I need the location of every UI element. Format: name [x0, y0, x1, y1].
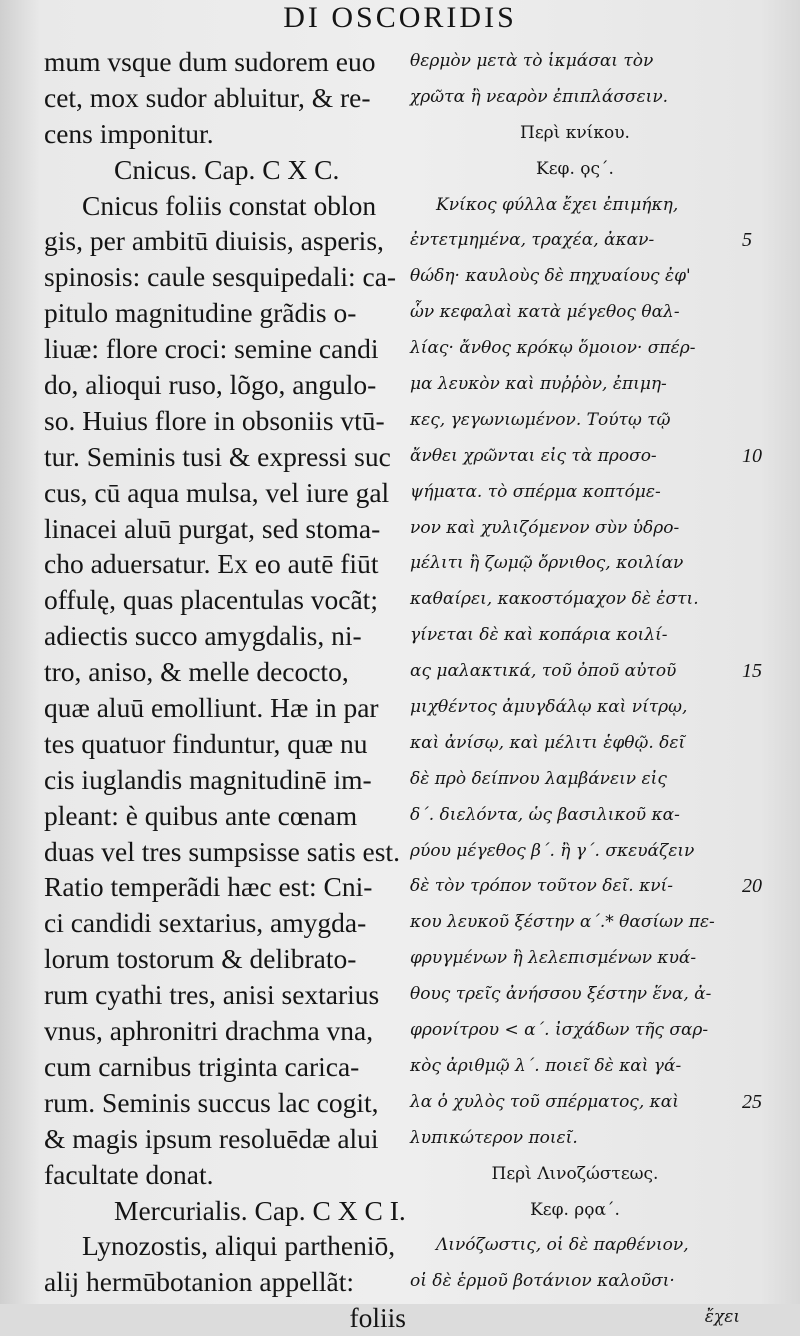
- margin-spacer: [742, 367, 792, 403]
- greek-text-line: ψήματα. τὸ σπέρμα κοπτόμε-: [410, 481, 661, 502]
- greek-text-line: ας μαλακτικά, τοῦ ὀποῦ αὐτοῦ: [410, 661, 677, 682]
- latin-text-line: rum. Seminis succus lac cogit,: [44, 1086, 379, 1118]
- greek-text-line: δ΄. διελόντα, ὡς βασιλικοῦ κα-: [410, 804, 680, 825]
- margin-spacer: [742, 1228, 792, 1264]
- margin-spacer: [742, 475, 792, 511]
- margin-spacer: [742, 80, 792, 116]
- latin-text-line: offulę, quas placentulas vocãt;: [44, 584, 378, 616]
- margin-spacer: [742, 1264, 792, 1300]
- greek-text-line: γίνεται δὲ καὶ κοπάρια κοιλί-: [410, 625, 668, 646]
- greek-text-line: Κεφ. ϙς΄.: [536, 158, 614, 179]
- latin-text-line: Ratio temperãdi hæc est: Cni-: [44, 871, 373, 903]
- greek-column: [410, 44, 740, 1336]
- greek-text-line: φρυγμένων ἢ λελεπισμένων κυά-: [410, 948, 697, 969]
- greek-text-line: ὧν κεφαλαὶ κατὰ μέγεθος θαλ-: [410, 302, 680, 323]
- latin-text-line: tro, aniso, & melle decocto,: [44, 656, 349, 688]
- margin-spacer: [742, 1121, 792, 1157]
- greek-text-line: θώδη· καυλοὺς δὲ πηχυαίους ἐφ': [410, 266, 691, 287]
- margin-spacer: [742, 1157, 792, 1193]
- margin-line-number: 25: [742, 1090, 762, 1113]
- greek-text-line: θερμὸν μετὰ τὸ ἱκμάσαι τὸν: [410, 51, 654, 71]
- greek-text-line: νον καὶ χυλιζόμενον σὺν ὑδρο-: [410, 517, 680, 538]
- latin-text-line: quæ aluū emolliunt. Hæ in par: [44, 692, 379, 724]
- greek-text-line: λίας· ἄνθος κρόκῳ ὅμοιον· σπέρ-: [410, 338, 696, 359]
- latin-text-line: gis, per ambitū diuisis, asperis,: [44, 225, 384, 257]
- margin-spacer: [742, 798, 792, 834]
- greek-text-line: κες, γεγωνιωμένον. Τούτῳ τῷ: [410, 409, 671, 430]
- greek-text-line: καθαίρει, κακοστόμαχον δὲ ἐστι.: [410, 589, 699, 610]
- greek-text-line: ἐντετμημένα, τραχέα, ἀκαν-: [410, 230, 655, 251]
- latin-text-line: Mercurialis. Cap. C X C I.: [114, 1194, 406, 1226]
- margin-spacer: [742, 44, 792, 80]
- latin-text-line: vnus, aphronitri drachma vna,: [44, 1015, 374, 1047]
- margin-spacer: [742, 834, 792, 870]
- latin-text-line: pleant: è quibus ante cœnam: [44, 799, 358, 831]
- latin-text-line: tur. Seminis tusi & expressi suc: [44, 440, 391, 472]
- margin-line-number: 20: [742, 875, 762, 898]
- running-head: DI OSCORIDIS: [283, 1, 517, 34]
- margin-spacer: [742, 1013, 792, 1049]
- margin-spacer: [742, 116, 792, 152]
- margin-spacer: [742, 690, 792, 726]
- margin-spacer: [742, 259, 792, 295]
- latin-text-line: so. Huius flore in obsoniis vtū-: [44, 404, 385, 436]
- greek-text-line: Κνίκος φύλλα ἔχει ἐπιμήκη,: [436, 194, 679, 215]
- latin-text-line: cis iuglandis magnitudinē im-: [44, 763, 372, 795]
- margin-spacer: [742, 1193, 792, 1229]
- latin-text-line: alij hermūbotanion appellãt:: [44, 1266, 355, 1298]
- latin-text-line: lorum tostorum & delibrato-: [44, 943, 357, 975]
- margin-spacer: [742, 941, 792, 977]
- greek-text-line: κὸς ἀριθμῷ λ΄. ποιεῖ δὲ καὶ γά-: [410, 1055, 682, 1076]
- latin-text-line: tes quatuor finduntur, quæ nu: [44, 727, 368, 759]
- greek-text-line: λυπικώτερον ποιεῖ.: [410, 1127, 578, 1148]
- margin-spacer: [742, 1300, 792, 1336]
- latin-text-line: ci candidi sextarius, amygda-: [44, 907, 367, 939]
- greek-text-line: κου λευκοῦ ξέστην α΄.* θασίων πε-: [410, 912, 715, 933]
- latin-text-line: duas vel tres sumpsisse satis est.: [44, 835, 400, 867]
- latin-text-line: cus, cū aqua mulsa, vel iure gal: [44, 476, 390, 508]
- latin-text-line: & magis ipsum resoluēdæ alui: [44, 1122, 379, 1154]
- latin-text-line: facultate donat.: [44, 1158, 214, 1190]
- latin-text-line: Lynozostis, aliqui partheniō,: [82, 1230, 396, 1262]
- latin-text-line: rum cyathi tres, anisi sextarius: [44, 979, 380, 1011]
- latin-text-line: foliis: [349, 1302, 406, 1334]
- latin-column: [44, 44, 406, 1336]
- latin-text-line: cet, mox sudor abluitur, & re-: [44, 81, 371, 113]
- margin-spacer: [742, 905, 792, 941]
- margin-line-number: 5: [742, 229, 752, 252]
- greek-text-line: λα ὁ χυλὸς τοῦ σπέρματος, καὶ: [410, 1091, 679, 1112]
- greek-text-line: δὲ πρὸ δείπνου λαμβάνειν εἰς: [410, 768, 667, 789]
- greek-text-line: ἔχει: [704, 1307, 740, 1328]
- margin-spacer: [742, 1049, 792, 1085]
- latin-text-line: cens imponitur.: [44, 117, 214, 149]
- margin-spacer: [742, 726, 792, 762]
- greek-text-line: θους τρεῖς ἀνήσσου ξέστην ἕνα, ἀ-: [410, 984, 712, 1005]
- latin-text-line: liuæ: flore croci: semine candi: [44, 333, 379, 365]
- greek-text-line: μέλιτι ἢ ζωμῷ ὄρνιθος, κοιλίαν: [410, 553, 684, 574]
- margin-spacer: [742, 403, 792, 439]
- latin-text-line: cho aduersatur. Ex eo autē fiūt: [44, 548, 379, 580]
- greek-text-line: οἱ δὲ ἑρμοῦ βοτάνιον καλοῦσι·: [410, 1271, 675, 1292]
- greek-text-line: φρονίτρου < α΄. ἰσχάδων τῆς σαρ-: [410, 1020, 709, 1041]
- margin-spacer: [742, 331, 792, 367]
- greek-text-line: χρῶτα ἢ νεαρὸν ἐπιπλάσσειν.: [410, 86, 669, 107]
- latin-text-line: spinosis: caule sesquipedali: ca-: [44, 261, 397, 293]
- greek-text-line: ρύου μέγεθος β΄. ἢ γ΄. σκευάζειν: [410, 840, 695, 861]
- greek-text-line: Κεφ. ρϙα΄.: [530, 1199, 620, 1220]
- latin-text-line: Cnicus. Cap. C X C.: [114, 153, 340, 185]
- margin-line-number: 15: [742, 660, 762, 683]
- margin-spacer: [742, 762, 792, 798]
- latin-text-line: cum carnibus triginta carica-: [44, 1050, 360, 1082]
- margin-spacer: [742, 977, 792, 1013]
- margin-spacer: [742, 188, 792, 224]
- margin-spacer: [742, 511, 792, 547]
- margin-spacer: [742, 295, 792, 331]
- greek-text-line: μιχθέντος ἀμυγδάλῳ καὶ νίτρῳ,: [410, 697, 688, 718]
- greek-text-line: Περὶ Λινοζώστεως.: [491, 1163, 659, 1184]
- latin-text-line: Cnicus foliis constat oblon: [82, 189, 377, 221]
- greek-text-line: καὶ ἀνίσῳ, καὶ μέλιτι ἑφθῷ. δεῖ: [410, 732, 686, 753]
- greek-text-line: ἄνθει χρῶνται εἰς τὰ προσο-: [410, 445, 657, 466]
- latin-text-line: linacei aluū purgat, sed stoma-: [44, 512, 381, 544]
- latin-text-line: do, alioqui ruso, lõgo, angulo-: [44, 369, 377, 401]
- latin-text-line: mum vsque dum sudorem euo: [44, 46, 376, 77]
- margin-spacer: [742, 152, 792, 188]
- margin-spacer: [742, 582, 792, 618]
- latin-text-line: adiectis succo amygdalis, ni-: [44, 620, 362, 652]
- greek-text-line: μα λευκὸν καὶ πυῤῥὸν, ἐπιμη-: [410, 374, 667, 395]
- latin-text-line: pitulo magnitudine grãdis o-: [44, 297, 357, 329]
- greek-text-line: Λινόζωστις, οἱ δὲ παρθένιον,: [436, 1235, 689, 1256]
- greek-text-line: δὲ τὸν τρόπον τοῦτον δεῖ. κνί-: [410, 876, 673, 897]
- margin-spacer: [742, 618, 792, 654]
- margin-line-number: 10: [742, 444, 762, 467]
- line-number-margin: [742, 44, 792, 1336]
- margin-spacer: [742, 546, 792, 582]
- greek-text-line: Περὶ κνίκου.: [520, 122, 630, 143]
